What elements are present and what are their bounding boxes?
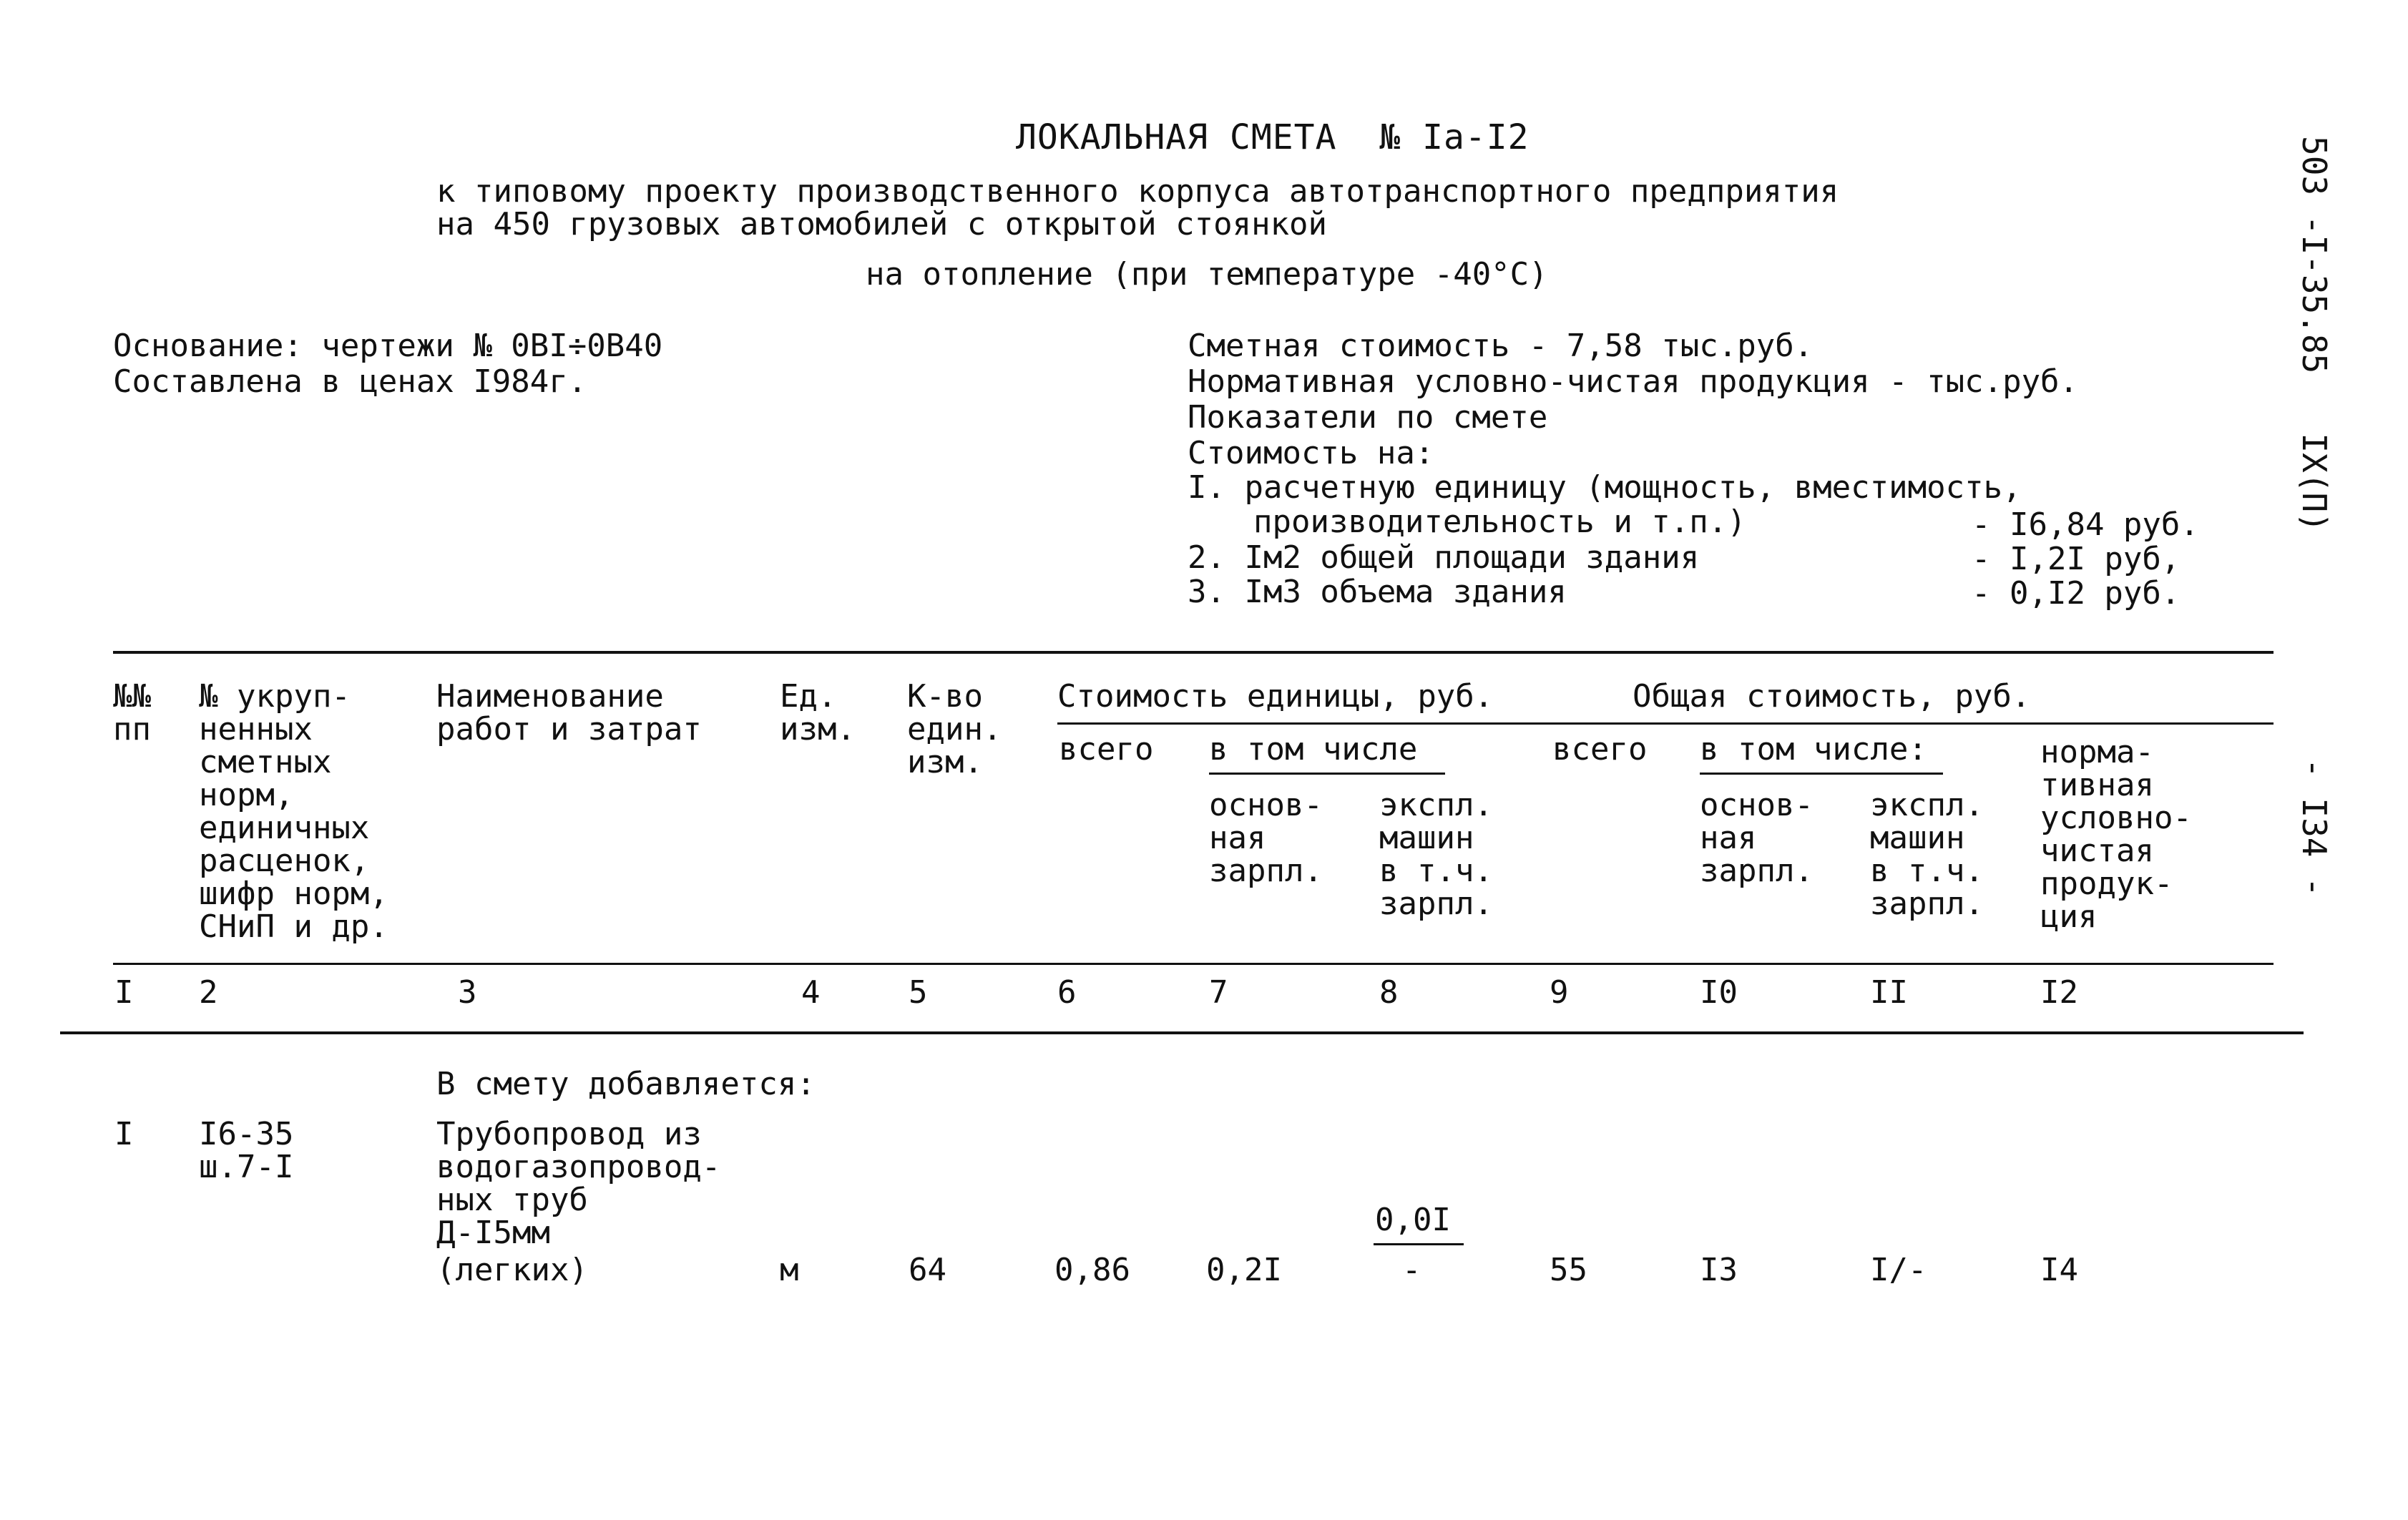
column-number-11: II (1870, 974, 1908, 1011)
subtitle-line-2: на 450 грузовых автомобилей с открытой стоянкой (436, 206, 1328, 242)
summary-item2-label: 2. Iм2 общей площади здания (1188, 539, 1700, 576)
column-number-1: I (114, 974, 134, 1011)
subtitle-line-3: на отопление (при температуре -40°C) (866, 256, 1548, 293)
basis-prices: Составлена в ценах I984г. (113, 363, 587, 400)
header-total-wage-line1: основ- (1700, 787, 1814, 823)
header-normative-line2: тивная (2040, 767, 2154, 803)
row1-unit: м (780, 1252, 799, 1288)
header-col2-line3: сметных (199, 744, 332, 780)
header-col3-line1: Наименование (436, 678, 664, 715)
header-col2-line8: СНиП и др. (199, 908, 388, 945)
header-unit-including-rule (1209, 773, 1445, 775)
header-col2-line6: расценок, (199, 843, 370, 879)
row1-name-line5: (легких) (436, 1252, 588, 1288)
header-unit-wage-line1: основ- (1209, 787, 1323, 823)
header-unit-machine-line2: машин (1379, 820, 1474, 856)
summary-item3-label: 3. Iм3 объема здания (1188, 574, 1567, 610)
header-unit-total: всего (1059, 731, 1154, 768)
header-col1-line1: №№ (113, 678, 151, 715)
column-number-12: I2 (2040, 974, 2078, 1011)
header-total-total: всего (1552, 731, 1648, 768)
header-col5-line1: К-во (907, 678, 983, 715)
header-normative-line5: продук- (2040, 866, 2173, 902)
header-normative-line1: норма- (2040, 734, 2154, 770)
header-total-including-rule (1700, 773, 1943, 775)
section-title: В смету добавляется: (436, 1066, 816, 1102)
header-total-machine-line1: экспл. (1870, 787, 1984, 823)
column-numbers-bottom-rule (60, 1031, 2304, 1034)
row1-name-line3: ных труб (436, 1182, 588, 1218)
column-number-7: 7 (1209, 974, 1228, 1011)
header-normative-line3: условно- (2040, 800, 2192, 836)
column-number-8: 8 (1379, 974, 1399, 1011)
header-unit-machine-line4: зарпл. (1379, 886, 1493, 922)
row1-unit-machine-rule (1374, 1243, 1464, 1245)
header-total-including: в том числе: (1700, 731, 1927, 768)
header-unit-machine-line1: экспл. (1379, 787, 1493, 823)
header-col5-line2: един. (907, 711, 1002, 747)
header-col5-line3: изм. (907, 744, 983, 780)
column-number-2: 2 (199, 974, 218, 1011)
header-col3-line2: работ и затрат (436, 711, 702, 747)
header-total-machine-line2: машин (1870, 820, 1965, 856)
subtitle-line-1: к типовому проекту производственного корпуса автотранспортного предприятия (436, 173, 1839, 210)
column-number-5: 5 (909, 974, 928, 1011)
header-total-wage-line3: зарпл. (1700, 853, 1814, 889)
header-normative-line4: чистая (2040, 833, 2154, 869)
row1-quantity: 64 (909, 1252, 946, 1288)
row1-total-wage: I3 (1700, 1252, 1738, 1288)
header-unit-wage-line3: зарпл. (1209, 853, 1323, 889)
row1-total: 55 (1550, 1252, 1587, 1288)
header-col1-line2: пп (113, 711, 151, 747)
column-number-3: 3 (458, 974, 477, 1011)
header-total-machine-line3: в т.ч. (1870, 853, 1984, 889)
header-col2-line2: ненных (199, 711, 313, 747)
header-total-machine-line4: зарпл. (1870, 886, 1984, 922)
header-total-wage-line2: ная (1700, 820, 1757, 856)
summary-normative: Нормативная условно-чистая продукция - тыс.руб. (1188, 363, 2079, 400)
column-number-6: 6 (1057, 974, 1077, 1011)
row1-unit-total: 0,86 (1054, 1252, 1130, 1288)
document-code-vertical: 503 -I-35.85 IX(П) (2295, 136, 2334, 532)
summary-item1-line-a: I. расчетную единицу (мощность, вместимость, (1188, 469, 2022, 506)
header-col2-line4: норм, (199, 777, 294, 813)
header-col4-line2: изм. (780, 711, 856, 747)
basis-drawings: Основание: чертежи № 0ВI÷0В40 (113, 328, 663, 364)
row1-unit-wage: 0,2I (1206, 1252, 1282, 1288)
column-number-4: 4 (801, 974, 821, 1011)
document-title: ЛОКАЛЬНАЯ СМЕТА № Iа-I2 (1016, 117, 1530, 157)
header-col2-line1: № укруп- (199, 678, 351, 715)
row1-unit-machine-bottom: - (1402, 1252, 1421, 1288)
header-unit-wage-line2: ная (1209, 820, 1266, 856)
summary-item2-value: - I,2I руб, (1972, 541, 2181, 577)
page-number-vertical: - I34 - (2295, 758, 2334, 897)
row1-total-machine: I/- (1870, 1252, 1927, 1288)
column-number-10: I0 (1700, 974, 1738, 1011)
header-normative-line6: ция (2040, 898, 2098, 935)
header-group-rule (1057, 722, 2274, 725)
header-total-cost: Общая стоимость, руб. (1633, 678, 2031, 715)
summary-cost: Сметная стоимость - 7,58 тыс.руб. (1188, 328, 1814, 364)
table-top-rule (113, 651, 2274, 654)
summary-indicators: Показатели по смете (1188, 399, 1548, 436)
row1-unit-machine-top: 0,0I (1375, 1202, 1451, 1238)
summary-item1-value: - I6,84 руб. (1972, 506, 2199, 543)
header-col2-line5: единичных (199, 810, 370, 846)
row1-normative: I4 (2040, 1252, 2078, 1288)
column-number-9: 9 (1550, 974, 1569, 1011)
summary-cost-on: Стоимость на: (1188, 435, 1434, 471)
header-col2-line7: шифр норм, (199, 876, 388, 912)
header-unit-machine-line3: в т.ч. (1379, 853, 1493, 889)
summary-item1-line-b: производительность и т.п.) (1253, 504, 1746, 540)
row1-name-line4: Д-I5мм (436, 1215, 550, 1251)
row1-number: I (114, 1116, 134, 1152)
row1-code-line1: I6-35 (199, 1116, 294, 1152)
header-col4-line1: Ед. (780, 678, 837, 715)
row1-name-line1: Трубопровод из (436, 1116, 702, 1152)
row1-name-line2: водогазопровод- (436, 1149, 721, 1185)
summary-item3-value: - 0,I2 руб. (1972, 575, 2181, 612)
row1-code-line2: ш.7-I (199, 1149, 294, 1185)
header-unit-including: в том числе (1209, 731, 1418, 768)
header-unit-cost: Стоимость единицы, руб. (1057, 678, 1494, 715)
header-bottom-rule (113, 963, 2274, 965)
